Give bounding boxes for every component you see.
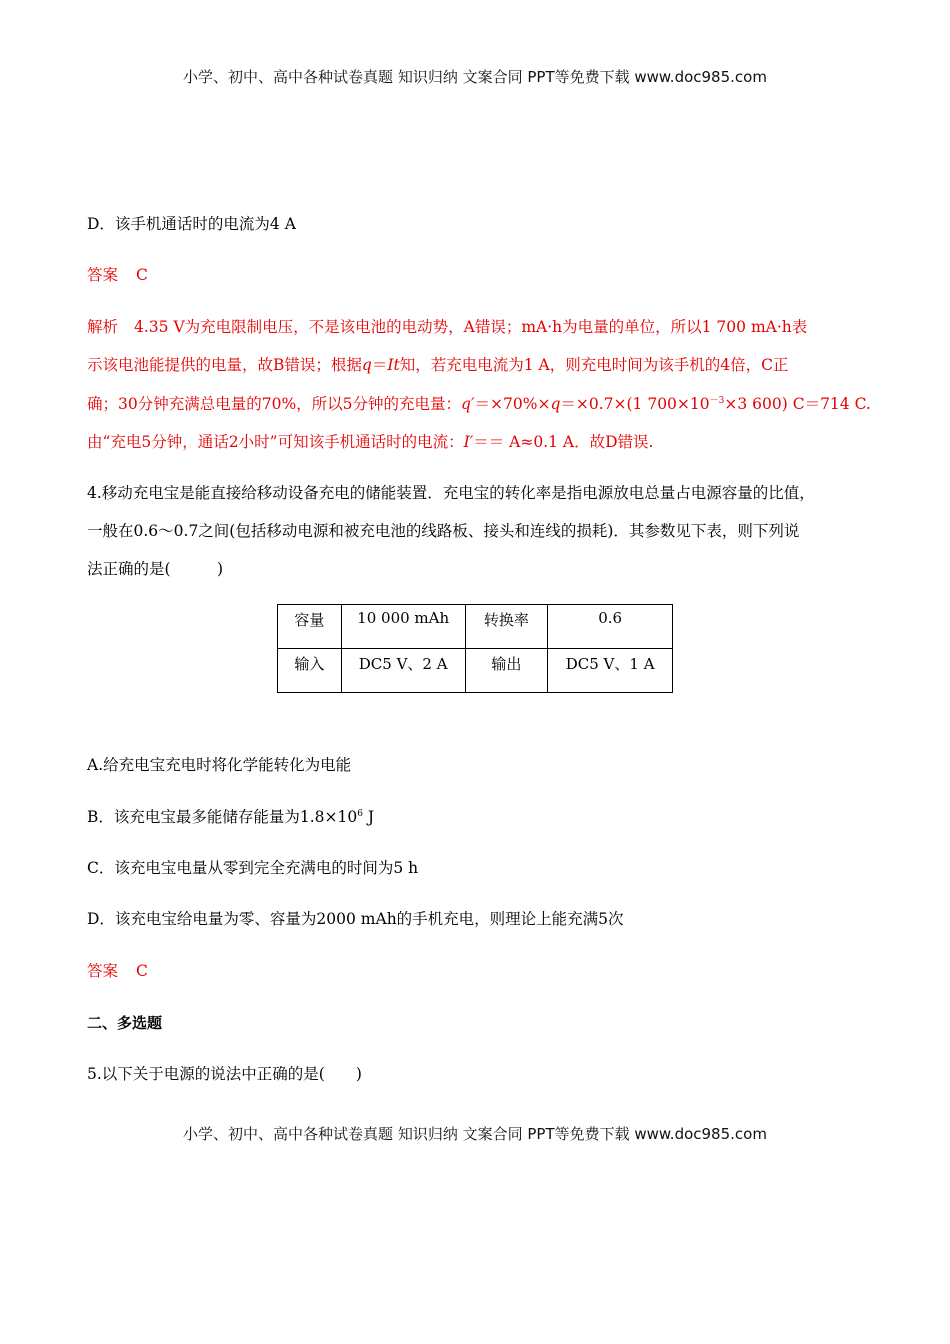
q3-explanation-line3: [87, 392, 871, 414]
explanation-label: 解析: [87, 318, 119, 336]
table-cell: 输出: [465, 649, 548, 693]
q4-stem-line1: 4.移动充电宝是能直接给移动设备充电的储能装置．充电宝的转化率是指电源放电总量占电源容量的比值，: [87, 484, 815, 502]
table-cell: 10 000 mAh: [341, 605, 465, 649]
formula-it: It: [387, 356, 400, 374]
table-row: [278, 649, 673, 693]
q4-option-d: D．该充电宝给电量为零、容量为2000 mAh的手机充电，则理论上能充满5次: [87, 910, 624, 928]
table-cell: 输入: [278, 649, 342, 693]
option-unit: J: [363, 808, 375, 826]
answer-value: C: [136, 962, 148, 980]
answer-value: C: [136, 266, 148, 284]
exponent: 6: [357, 809, 363, 819]
explanation-text: 示该电池能提供的电量，故B错误；根据: [87, 356, 362, 374]
equals-sign: ＝: [371, 356, 388, 374]
exponent: －3: [709, 396, 725, 406]
formula-q: q: [550, 395, 561, 413]
formula-q-prime: q′: [461, 395, 475, 413]
table-cell: 容量: [278, 605, 342, 649]
q3-explanation-line1: [87, 315, 807, 337]
option-text: B．该充电宝最多能储存能量为1.8×10: [87, 808, 358, 826]
q4-stem-line3: 法正确的是( ): [87, 560, 224, 578]
formula-q: q: [361, 356, 372, 374]
explanation-text: ＝×70%×: [474, 395, 551, 413]
answer-label: 答案: [87, 962, 119, 980]
table-cell: DC5 V、2 A: [341, 649, 465, 693]
q3-explanation-line4: [87, 430, 653, 452]
q3-option-d: D．该手机通话时的电流为4 A: [87, 215, 296, 233]
parameter-table: [277, 604, 673, 693]
page-header: 小学、初中、高中各种试卷真题 知识归纳 文案合同 PPT等免费下载 www.doc985.com: [183, 68, 767, 86]
explanation-text: 确；30分钟充满总电量的70%，所以5分钟的充电量：: [87, 395, 462, 413]
q4-option-a: A.给充电宝充电时将化学能转化为电能: [87, 756, 352, 774]
q4-stem-line2: 一般在0.6～0.7之间(包括移动电源和被充电池的线路板、接头和连线的损耗)．其参数见下表，则下列说: [87, 522, 800, 540]
section-title: 二、多选题: [87, 1014, 163, 1032]
q4-option-c: C．该充电宝电量从零到完全充满电的时间为5 h: [87, 859, 419, 877]
q5-stem: 5.以下关于电源的说法中正确的是( ): [87, 1065, 362, 1083]
q4-option-b: [87, 805, 374, 827]
q3-answer: [87, 263, 148, 285]
explanation-text: ＝＝ A≈0.1 A．故D错误.: [473, 433, 654, 451]
q3-explanation-line2: [87, 353, 788, 375]
q4-answer: [87, 959, 148, 981]
explanation-text: 知，若充电电流为1 A，则充电时间为该手机的4倍，C正: [399, 356, 789, 374]
answer-label: 答案: [87, 266, 119, 284]
table-cell: DC5 V、1 A: [548, 649, 673, 693]
explanation-text: ＝×0.7×(1 700×10: [560, 395, 710, 413]
table-row: [278, 605, 673, 649]
formula-i-prime: I′: [463, 433, 474, 451]
explanation-text: ×3 600) C＝714 C.: [724, 395, 871, 413]
table-cell: 转换率: [465, 605, 548, 649]
explanation-text: 4.35 V为充电限制电压，不是该电池的电动势，A错误；mA·h为电量的单位，所以1 700 mA·h表: [134, 318, 808, 336]
page-footer: 小学、初中、高中各种试卷真题 知识归纳 文案合同 PPT等免费下载 www.doc985.com: [183, 1125, 767, 1143]
table-cell: 0.6: [548, 605, 673, 649]
explanation-text: 由“充电5分钟，通话2小时”可知该手机通话时的电流：: [87, 433, 464, 451]
